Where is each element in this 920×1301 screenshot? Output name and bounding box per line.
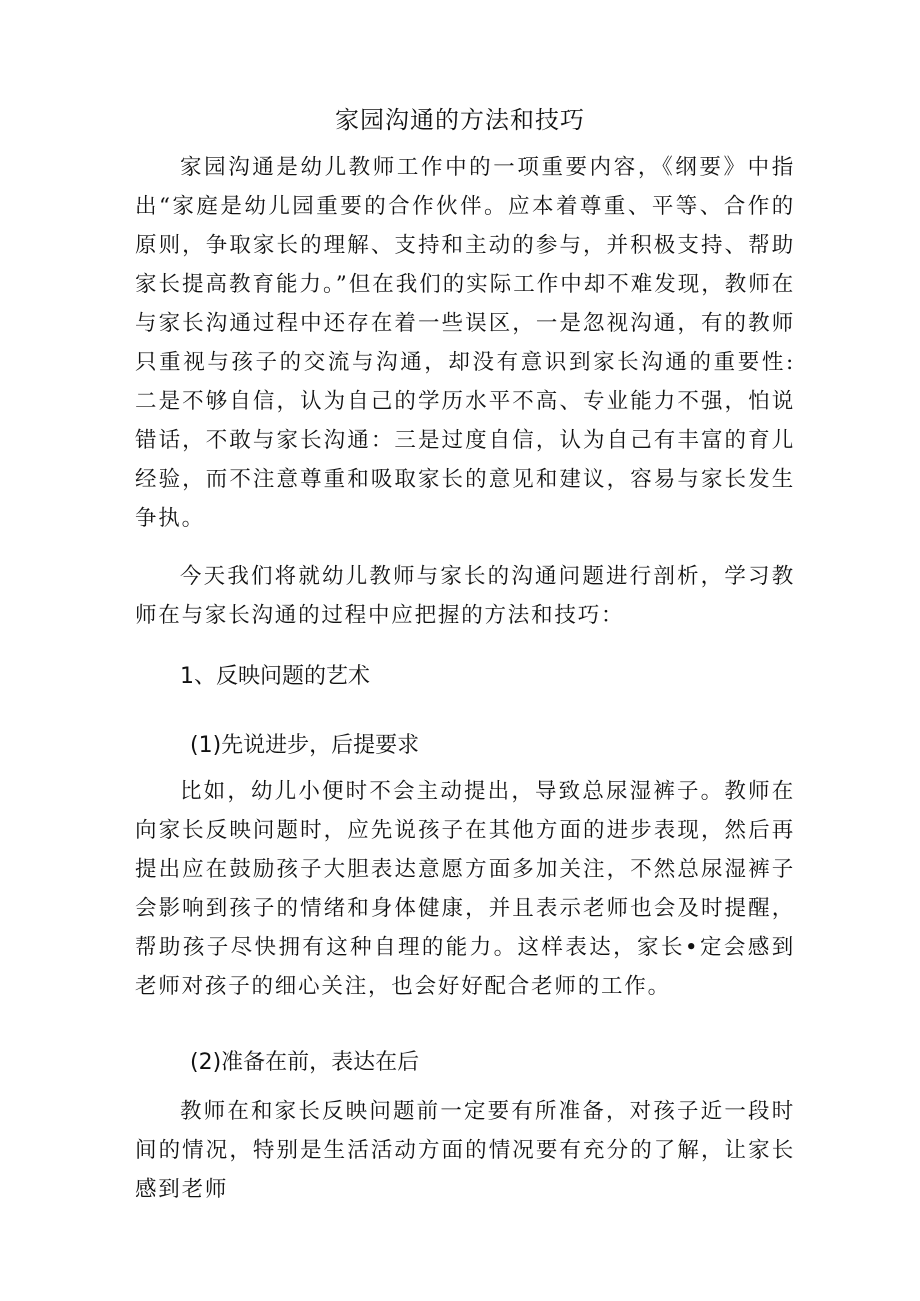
paragraph-preparation: 教师在和家长反映问题前一定要有所准备，对孩子近一段时间的情况，特别是生活活动方面的情况要有充分的了解，让家长感到老师 [135,1099,795,1202]
subsection-heading-1: (1)先说进步，后提要求 [190,733,420,758]
paragraph-purpose: 今天我们将就幼儿教师与家长的沟通问题进行剖析，学习教师在与家长沟通的过程中应把握的方法和技巧： [135,564,795,628]
paragraph-example: 比如，幼儿小便时不会主动提出，导致总尿湿裤子。教师在向家长反映问题时，应先说孩子在其他方面的进步表现，然后再提出应在鼓励孩子大胆表达意愿方面多加关注，不然总尿湿裤子会影响到孩子的情绪和身体健康，并且表示老师也会及时提醒，帮助孩子尽快拥有这种自理的能力。这样表达，家长•定会感到老师对孩子的细心关注，也会好好配合老师的工作。 [135,779,795,999]
paragraph-intro: 家园沟通是幼儿教师工作中的一项重要内容，《纲要》中指出“家庭是幼儿园重要的合作伙伴。应本着尊重、平等、合作的原则，争取家长的理解、支持和主动的参与，并积极支持、帮助家长提高教育能力。”但在我们的实际工作中却不难发现，教师在与家长沟通过程中还存在着一些误区，一是忽视沟通，有的教师只重视与孩子的交流与沟通，却没有意识到家长沟通的重要性:二是不够自信，认为自己的学历水平不高、专业能力不强，怕说错话，不敢与家长沟通：三是过度自信，认为自己有丰富的育儿经验，而不注意尊重和吸取家长的意见和建议，容易与家长发生争执。 [135,155,795,531]
subsection-heading-2: (2)准备在前，表达在后 [190,1050,420,1075]
section-heading-1: 1、反映问题的艺术 [180,664,370,689]
document-title: 家园沟通的方法和技巧 [335,106,585,134]
